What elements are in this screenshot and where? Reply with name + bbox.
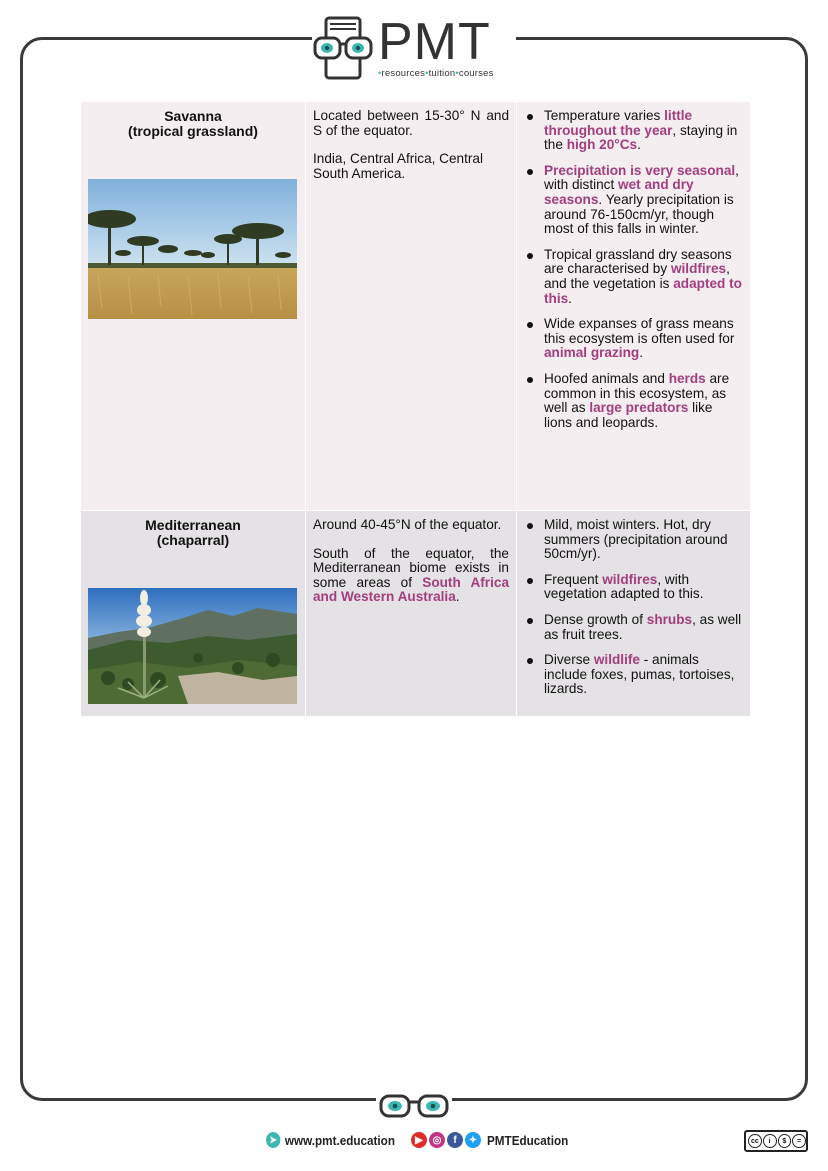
table-row	[81, 511, 751, 717]
highlight-term: little throughout the year	[544, 108, 693, 138]
highlight-term: large predators	[589, 400, 689, 416]
facts-list	[524, 518, 743, 697]
text-run: Around 40-45°N of the equator.	[313, 517, 502, 532]
highlight-term: adapted to this	[544, 275, 742, 306]
nd-icon: =	[792, 1134, 806, 1148]
list-item	[524, 653, 743, 697]
highlight-term: wildfires	[670, 261, 727, 277]
location-cell	[306, 511, 517, 717]
text-run: .	[639, 345, 643, 361]
text-run: Dense growth of	[544, 611, 647, 627]
highlight-term: wildlife	[593, 652, 640, 668]
text-run: .	[455, 589, 460, 605]
highlight-term: high 20°Cs	[566, 137, 638, 153]
highlight-term: wet and dry seasons	[544, 177, 694, 207]
text-run: Temperature varies	[544, 108, 665, 123]
footer	[0, 1130, 828, 1154]
location-text: Located between 15-30° N and S of the equator.	[313, 108, 509, 138]
social-handle: PMTEducation	[487, 1132, 569, 1148]
chaparral-photo	[88, 588, 297, 704]
highlight-term: herds	[668, 370, 706, 386]
list-item	[524, 518, 743, 562]
savanna-photo	[88, 179, 297, 319]
text-run: Wide expanses of grass means this ecosystem is often used for	[544, 316, 735, 346]
location-text: India, Central Africa, Central South America.	[313, 151, 484, 181]
text-run: Frequent	[544, 571, 603, 587]
text-run: .	[637, 137, 641, 153]
biome-name-cell	[81, 511, 306, 717]
list-item	[524, 317, 743, 361]
biome-name: Mediterranean (chaparral)	[145, 517, 241, 548]
biome-name-cell	[81, 102, 306, 511]
logo-wordmark: PMT	[378, 13, 491, 71]
instagram-icon: ◎	[429, 1132, 445, 1148]
text-run: , staying in the	[544, 122, 738, 153]
cc-icon: cc	[748, 1134, 762, 1148]
location-cell	[306, 102, 517, 511]
text-run: , with vegetation adapted to this.	[544, 571, 704, 602]
text-run: , with distinct	[544, 162, 739, 193]
cc-license-badge	[744, 1130, 808, 1152]
highlight-term: Precipitation is very seasonal	[544, 162, 736, 178]
list-item	[524, 613, 743, 642]
text-run: are common in this ecosystem, as well as	[544, 370, 730, 416]
text-run: .	[568, 290, 572, 306]
list-item	[524, 164, 743, 237]
text-run: - animals include foxes, pumas, tortoises, lizards.	[544, 652, 735, 697]
text-run: South of the equator, the Mediterranean biome exists in some areas of	[313, 545, 509, 590]
list-item	[524, 109, 743, 153]
table-row	[81, 102, 751, 511]
glasses-icon	[376, 1088, 452, 1122]
text-run: Diverse	[544, 652, 594, 668]
text-run: like lions and leopards.	[544, 400, 713, 430]
twitter-icon: ✦	[465, 1132, 481, 1148]
by-icon: i	[763, 1134, 777, 1148]
list-item	[524, 372, 743, 430]
list-item	[524, 248, 743, 306]
text-run: Hoofed animals and	[544, 370, 669, 386]
highlight-term: wildfires	[602, 571, 658, 587]
logo-tagline: •resources•tuition•courses	[378, 68, 494, 79]
cursor-icon: ➤	[266, 1132, 280, 1148]
facts-cell	[517, 511, 751, 717]
text-run: , and the vegetation is	[544, 261, 730, 291]
footer-social[interactable]	[411, 1132, 577, 1148]
text-run: Tropical grassland dry seasons are characterised by	[544, 246, 732, 277]
highlight-term: animal grazing	[544, 345, 640, 361]
facebook-icon: f	[447, 1132, 463, 1148]
text-run: , as well as fruit trees.	[544, 611, 742, 642]
list-item	[524, 573, 743, 602]
footer-website[interactable]: ➤ www.pmt.education	[266, 1132, 395, 1148]
biome-table	[80, 101, 751, 717]
location-text	[313, 518, 509, 533]
highlight-term: shrubs	[646, 611, 693, 627]
youtube-icon: ▶	[411, 1132, 427, 1148]
biome-name: Savanna (tropical grassland)	[128, 108, 258, 139]
text-run: Mild, moist winters. Hot, dry summers (precipitation around 50cm/yr).	[544, 517, 728, 562]
nc-icon: $	[778, 1134, 792, 1148]
pmt-logo	[312, 14, 516, 92]
glasses-book-icon	[312, 14, 374, 84]
location-text	[313, 547, 509, 605]
highlight-term: South Africa and Western Australia	[313, 574, 509, 605]
facts-cell	[517, 102, 751, 511]
text-run: . Yearly precipitation is around 76-150cm/yr, though most of this falls in winter.	[544, 191, 734, 237]
facts-list	[524, 109, 743, 430]
